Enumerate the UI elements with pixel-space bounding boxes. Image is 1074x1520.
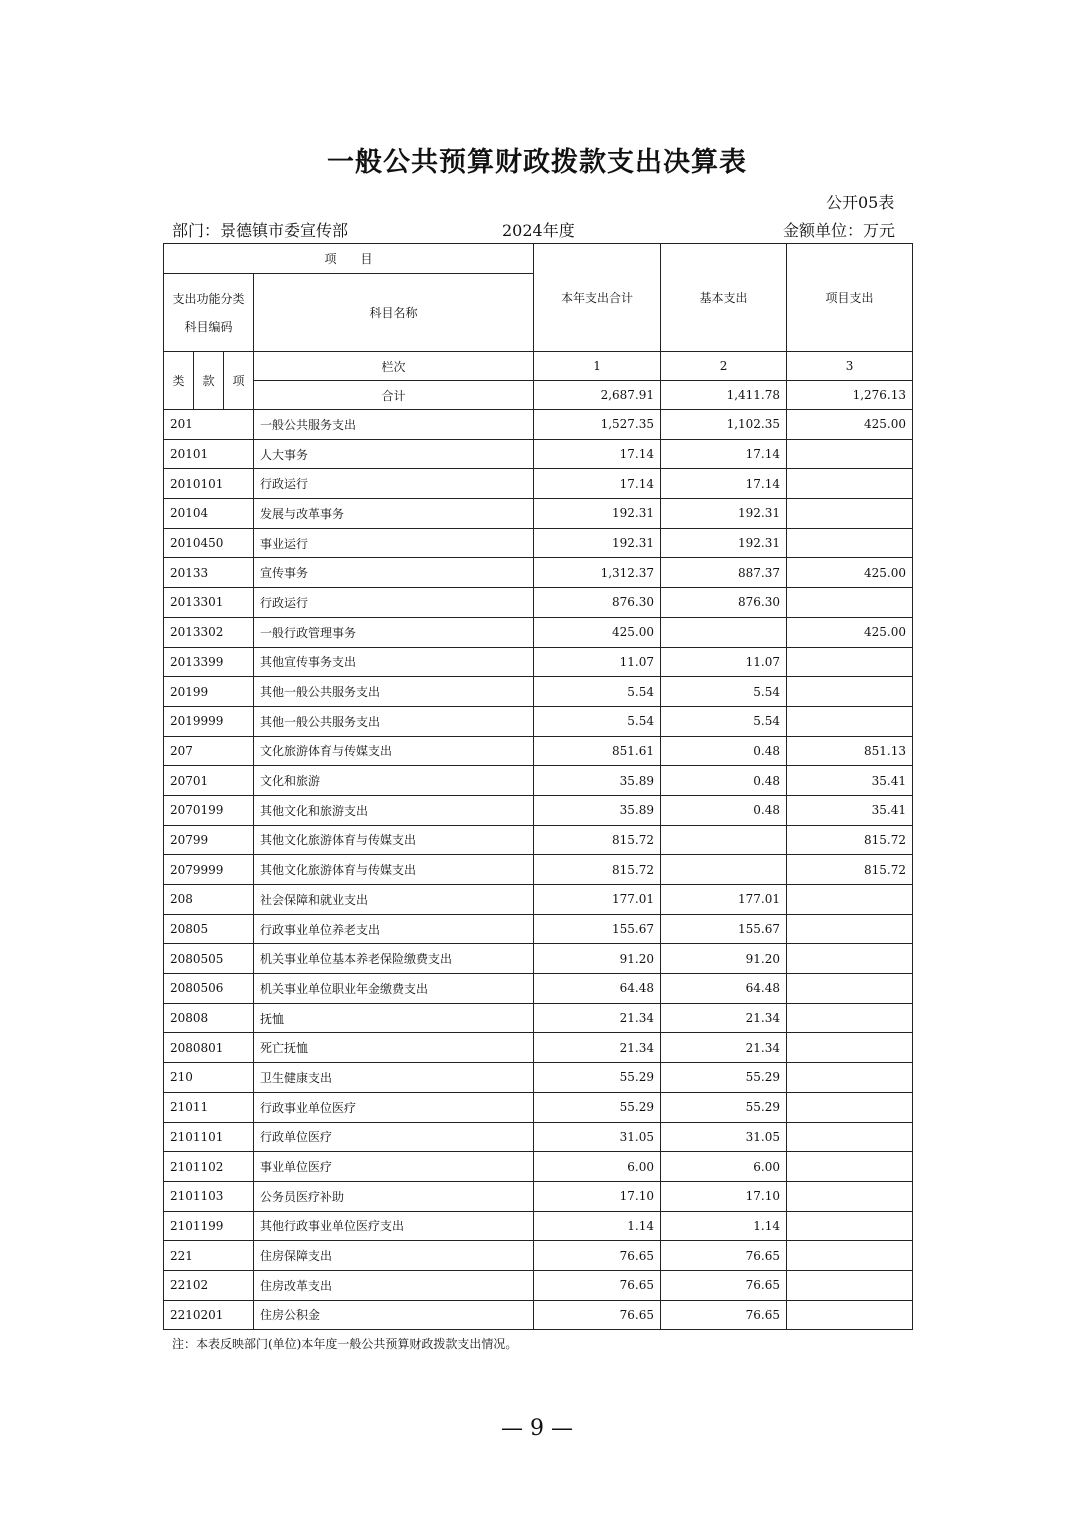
row-code: 2013302: [164, 617, 254, 647]
row-basic: [661, 855, 787, 885]
row-project: [787, 1211, 913, 1241]
header-kuan: 款: [194, 352, 224, 410]
row-basic: 0.48: [661, 766, 787, 796]
row-basic: 1,102.35: [661, 410, 787, 440]
row-project: [787, 914, 913, 944]
row-basic: 0.48: [661, 795, 787, 825]
table-row: [164, 1241, 913, 1271]
header-project: 项目支出: [787, 244, 913, 352]
row-name: 抚恤: [254, 1003, 534, 1033]
table-row: [164, 1092, 913, 1122]
table-row: [164, 1211, 913, 1241]
column-number-2: 2: [661, 352, 787, 381]
row-code: 201: [164, 410, 254, 440]
total-amount: 2,687.91: [534, 381, 661, 410]
row-total: 11.07: [534, 647, 661, 677]
row-basic: 64.48: [661, 974, 787, 1004]
row-project: 35.41: [787, 795, 913, 825]
row-project: [787, 1122, 913, 1152]
row-project: 815.72: [787, 855, 913, 885]
row-project: [787, 1152, 913, 1182]
row-project: [787, 1063, 913, 1093]
row-basic: 11.07: [661, 647, 787, 677]
table-row: [164, 677, 913, 707]
row-basic: [661, 617, 787, 647]
row-total: 21.34: [534, 1033, 661, 1063]
row-code: 2019999: [164, 706, 254, 736]
row-code: 20133: [164, 558, 254, 588]
row-name: 行政单位医疗: [254, 1122, 534, 1152]
row-name: 事业单位医疗: [254, 1152, 534, 1182]
row-name: 卫生健康支出: [254, 1063, 534, 1093]
row-total: 35.89: [534, 766, 661, 796]
table-row: [164, 766, 913, 796]
table-row: [164, 1270, 913, 1300]
row-name: 其他文化旅游体育与传媒支出: [254, 855, 534, 885]
row-name: 死亡抚恤: [254, 1033, 534, 1063]
row-name: 其他宣传事务支出: [254, 647, 534, 677]
table-row: [164, 974, 913, 1004]
row-total: 876.30: [534, 588, 661, 618]
row-total: 76.65: [534, 1270, 661, 1300]
row-code: 207: [164, 736, 254, 766]
row-total: 17.14: [534, 439, 661, 469]
row-name: 事业运行: [254, 528, 534, 558]
row-project: [787, 885, 913, 915]
row-basic: 876.30: [661, 588, 787, 618]
row-basic: 177.01: [661, 885, 787, 915]
row-basic: 76.65: [661, 1300, 787, 1330]
row-name: 文化旅游体育与传媒支出: [254, 736, 534, 766]
row-project: [787, 528, 913, 558]
row-name: 宣传事务: [254, 558, 534, 588]
header-total: 本年支出合计: [534, 244, 661, 352]
row-project: 815.72: [787, 825, 913, 855]
row-name: 其他一般公共服务支出: [254, 677, 534, 707]
row-code: 20799: [164, 825, 254, 855]
header-code-group-line1: 支出功能分类: [172, 291, 245, 306]
table-row: [164, 1122, 913, 1152]
row-code: 20199: [164, 677, 254, 707]
row-basic: 17.14: [661, 439, 787, 469]
header-row-lanci: [164, 352, 913, 381]
table-row: [164, 528, 913, 558]
table-row: [164, 410, 913, 440]
row-name: 社会保障和就业支出: [254, 885, 534, 915]
row-basic: 21.34: [661, 1003, 787, 1033]
row-code: 2101101: [164, 1122, 254, 1152]
row-basic: 6.00: [661, 1152, 787, 1182]
row-project: [787, 944, 913, 974]
row-total: 76.65: [534, 1241, 661, 1271]
row-total: 815.72: [534, 855, 661, 885]
row-basic: 192.31: [661, 528, 787, 558]
table-row: [164, 617, 913, 647]
row-project: [787, 706, 913, 736]
row-total: 21.34: [534, 1003, 661, 1033]
row-project: [787, 1270, 913, 1300]
row-name: 机关事业单位职业年金缴费支出: [254, 974, 534, 1004]
row-project: [787, 469, 913, 499]
row-total: 192.31: [534, 528, 661, 558]
row-code: 2013301: [164, 588, 254, 618]
row-basic: 17.10: [661, 1181, 787, 1211]
row-project: [787, 677, 913, 707]
header-lei: 类: [164, 352, 194, 410]
row-name: 文化和旅游: [254, 766, 534, 796]
table-row: [164, 944, 913, 974]
table-row: [164, 558, 913, 588]
row-project: [787, 1181, 913, 1211]
row-total: 55.29: [534, 1063, 661, 1093]
row-name: 行政运行: [254, 588, 534, 618]
table-row: [164, 1003, 913, 1033]
row-basic: 1.14: [661, 1211, 787, 1241]
table-row: [164, 1181, 913, 1211]
row-total: 55.29: [534, 1092, 661, 1122]
total-row: [164, 381, 913, 410]
table-row: [164, 1063, 913, 1093]
table-row: [164, 885, 913, 915]
row-project: [787, 974, 913, 1004]
row-code: 210: [164, 1063, 254, 1093]
row-project: [787, 1092, 913, 1122]
row-project: [787, 588, 913, 618]
row-project: [787, 1300, 913, 1330]
row-name: 一般公共服务支出: [254, 410, 534, 440]
row-total: 155.67: [534, 914, 661, 944]
row-basic: 21.34: [661, 1033, 787, 1063]
table-row: [164, 736, 913, 766]
header-row-item: [164, 244, 913, 274]
table-row: [164, 855, 913, 885]
row-project: 35.41: [787, 766, 913, 796]
row-basic: 76.65: [661, 1270, 787, 1300]
header-code-group: [164, 274, 254, 352]
row-code: 221: [164, 1241, 254, 1271]
row-basic: 91.20: [661, 944, 787, 974]
row-basic: 55.29: [661, 1063, 787, 1093]
row-project: [787, 499, 913, 529]
row-total: 35.89: [534, 795, 661, 825]
row-code: 20805: [164, 914, 254, 944]
row-total: 6.00: [534, 1152, 661, 1182]
row-total: 851.61: [534, 736, 661, 766]
row-total: 1,527.35: [534, 410, 661, 440]
header-xiang: 项: [224, 352, 254, 410]
row-total: 192.31: [534, 499, 661, 529]
row-code: 2101102: [164, 1152, 254, 1182]
row-code: 2079999: [164, 855, 254, 885]
header-lanci: 栏次: [254, 352, 534, 381]
document-title: 一般公共预算财政拨款支出决算表: [327, 147, 747, 178]
table-row: [164, 914, 913, 944]
row-basic: 17.14: [661, 469, 787, 499]
table-row: [164, 1300, 913, 1330]
header-name: 科目名称: [254, 274, 534, 352]
row-name: 其他行政事业单位医疗支出: [254, 1211, 534, 1241]
row-code: 2101103: [164, 1181, 254, 1211]
row-basic: 76.65: [661, 1241, 787, 1271]
row-basic: [661, 825, 787, 855]
header-basic: 基本支出: [661, 244, 787, 352]
row-name: 住房改革支出: [254, 1270, 534, 1300]
total-label: 合计: [254, 381, 534, 410]
row-project: 425.00: [787, 410, 913, 440]
row-code: 2210201: [164, 1300, 254, 1330]
row-project: 851.13: [787, 736, 913, 766]
row-basic: 5.54: [661, 706, 787, 736]
form-number: 公开05表: [826, 193, 895, 212]
row-code: 2080505: [164, 944, 254, 974]
total-basic: 1,411.78: [661, 381, 787, 410]
row-project: 425.00: [787, 558, 913, 588]
row-total: 91.20: [534, 944, 661, 974]
fiscal-year: 2024年度: [502, 221, 575, 240]
row-name: 机关事业单位基本养老保险缴费支出: [254, 944, 534, 974]
row-basic: 5.54: [661, 677, 787, 707]
row-code: 2010101: [164, 469, 254, 499]
row-total: 17.10: [534, 1181, 661, 1211]
row-name: 行政事业单位医疗: [254, 1092, 534, 1122]
table-row: [164, 588, 913, 618]
row-name: 住房保障支出: [254, 1241, 534, 1271]
row-name: 住房公积金: [254, 1300, 534, 1330]
row-project: [787, 1033, 913, 1063]
row-code: 2010450: [164, 528, 254, 558]
row-code: 2080801: [164, 1033, 254, 1063]
row-name: 行政事业单位养老支出: [254, 914, 534, 944]
row-total: 1,312.37: [534, 558, 661, 588]
row-name: 其他一般公共服务支出: [254, 706, 534, 736]
header-item: 项 目: [164, 244, 534, 274]
department-label: 部门：景德镇市委宣传部: [172, 221, 349, 240]
row-total: 815.72: [534, 825, 661, 855]
row-name: 公务员医疗补助: [254, 1181, 534, 1211]
row-project: [787, 439, 913, 469]
row-total: 31.05: [534, 1122, 661, 1152]
table-note: 注：本表反映部门(单位)本年度一般公共预算财政拨款支出情况。: [172, 1337, 518, 1351]
row-total: 1.14: [534, 1211, 661, 1241]
page-number: — 9 —: [501, 1416, 573, 1441]
row-code: 21011: [164, 1092, 254, 1122]
row-code: 20104: [164, 499, 254, 529]
row-project: [787, 647, 913, 677]
row-total: 76.65: [534, 1300, 661, 1330]
row-total: 425.00: [534, 617, 661, 647]
row-code: 22102: [164, 1270, 254, 1300]
amount-unit: 金额单位：万元: [783, 221, 896, 240]
table-row: [164, 795, 913, 825]
table-row: [164, 1033, 913, 1063]
row-basic: 155.67: [661, 914, 787, 944]
column-number-1: 1: [534, 352, 661, 381]
row-project: 425.00: [787, 617, 913, 647]
table-row: [164, 706, 913, 736]
row-basic: 192.31: [661, 499, 787, 529]
row-total: 64.48: [534, 974, 661, 1004]
row-code: 2080506: [164, 974, 254, 1004]
row-code: 2070199: [164, 795, 254, 825]
row-total: 17.14: [534, 469, 661, 499]
table-row: [164, 439, 913, 469]
row-basic: 0.48: [661, 736, 787, 766]
table-row: [164, 1152, 913, 1182]
row-code: 20101: [164, 439, 254, 469]
row-name: 其他文化和旅游支出: [254, 795, 534, 825]
row-total: 177.01: [534, 885, 661, 915]
row-code: 20701: [164, 766, 254, 796]
row-name: 一般行政管理事务: [254, 617, 534, 647]
row-code: 20808: [164, 1003, 254, 1033]
row-name: 发展与改革事务: [254, 499, 534, 529]
budget-table: [163, 243, 913, 1330]
row-code: 2101199: [164, 1211, 254, 1241]
row-basic: 31.05: [661, 1122, 787, 1152]
table-row: [164, 469, 913, 499]
row-project: [787, 1241, 913, 1271]
header-code-group-line2: 科目编码: [184, 319, 233, 334]
table-row: [164, 647, 913, 677]
row-code: 2013399: [164, 647, 254, 677]
row-basic: 887.37: [661, 558, 787, 588]
row-basic: 55.29: [661, 1092, 787, 1122]
total-project: 1,276.13: [787, 381, 913, 410]
row-project: [787, 1003, 913, 1033]
row-total: 5.54: [534, 706, 661, 736]
row-total: 5.54: [534, 677, 661, 707]
column-number-3: 3: [787, 352, 913, 381]
table-row: [164, 825, 913, 855]
row-code: 208: [164, 885, 254, 915]
table-row: [164, 499, 913, 529]
row-name: 行政运行: [254, 469, 534, 499]
row-name: 人大事务: [254, 439, 534, 469]
row-name: 其他文化旅游体育与传媒支出: [254, 825, 534, 855]
